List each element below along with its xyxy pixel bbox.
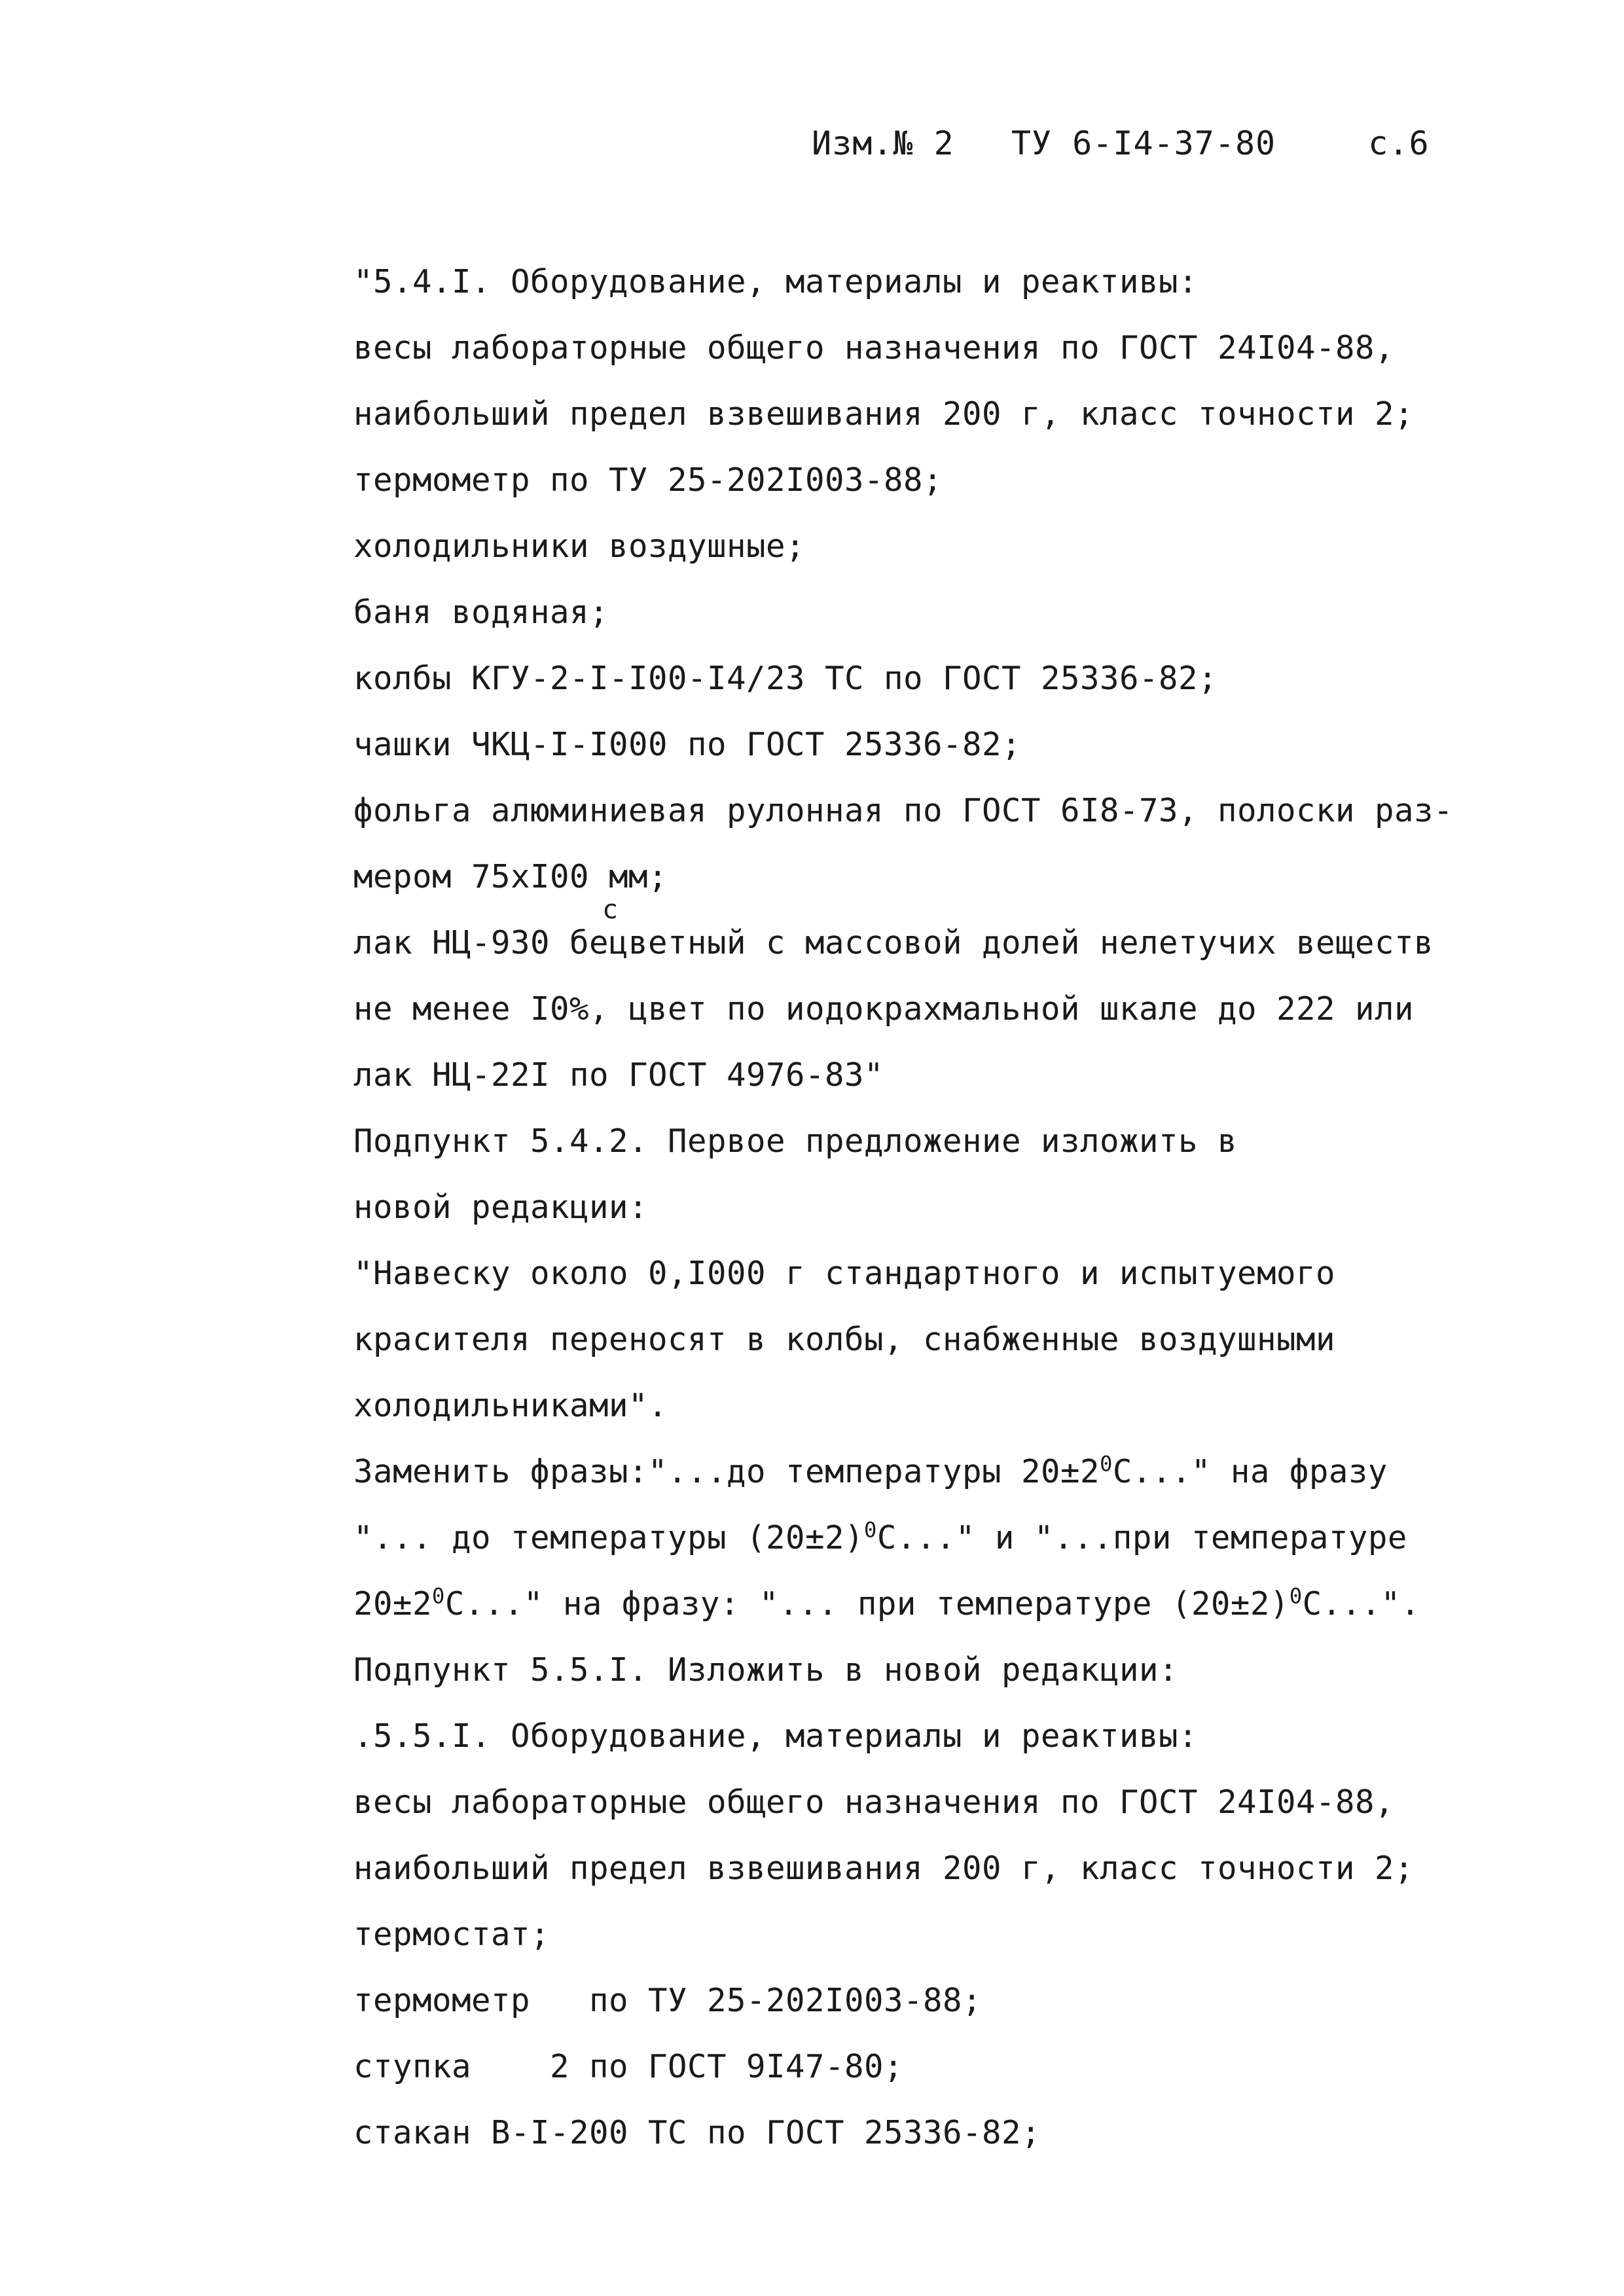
text-line: новой редакции: bbox=[353, 1189, 649, 1226]
text-line: "Навеску около 0,I000 г стандартного и испытуемого bbox=[353, 1255, 1336, 1292]
text-line: "5.4.I. Оборудование, материалы и реактивы: bbox=[353, 263, 1199, 300]
text-line: колбы КГУ-2-I-I00-I4/23 ТС по ГОСТ 25336-82; bbox=[353, 660, 1218, 697]
page-number: с.6 bbox=[1368, 124, 1430, 162]
text-line: весы лабораторные общего назначения по ГОСТ 24I04-88, bbox=[353, 329, 1395, 367]
text-line: холодильниками". bbox=[353, 1387, 668, 1424]
text-line: стакан В-I-200 ТС по ГОСТ 25336-82; bbox=[353, 2114, 1041, 2151]
document-body bbox=[353, 249, 1532, 2166]
text-line: термометр по ТУ 25-202I003-88; bbox=[353, 1982, 983, 2019]
text-line: весы лабораторные общего назначения по ГОСТ 24I04-88, bbox=[353, 1784, 1395, 1821]
text-line: баня водяная; bbox=[353, 594, 609, 631]
text-line: термостат; bbox=[353, 1916, 550, 1953]
text-line: фольга алюминиевая рулонная по ГОСТ 6I8-73, полоски раз- bbox=[353, 792, 1454, 829]
temperature-line-3: $20\pm 2^0С$..." на фразу: "... при температуре $(20\pm 2)^0С$...". bbox=[353, 1583, 1420, 1623]
text-line: наибольший предел взвешивания 200 г, класс точности 2; bbox=[353, 1850, 1415, 1887]
text-line: чашки ЧКЦ-I-I000 по ГОСТ 25336-82; bbox=[353, 726, 1022, 763]
text-line: термометр по ТУ 25-202I003-88; bbox=[353, 461, 943, 499]
text-line: Подпункт 5.5.I. Изложить в новой редакции: bbox=[353, 1651, 1179, 1689]
text-line: не менее I0%, цвет по иодокрахмальной шкале до 222 или bbox=[353, 990, 1415, 1028]
text-line: .5.5.I. Оборудование, материалы и реактивы: bbox=[353, 1717, 1199, 1755]
text-line: Подпункт 5.4.2. Первое предложение изложить в bbox=[353, 1122, 1238, 1160]
text-line: мером 75хI00 мм; bbox=[353, 858, 668, 895]
text-line: красителя переносят в колбы, снабженные воздушными bbox=[353, 1321, 1336, 1358]
spec-code: ТУ 6-I4-37-80 bbox=[1011, 124, 1276, 162]
temperature-line-1: Заменить фразы:"...до температуры $20\pm 2^0С$..." на фразу bbox=[353, 1451, 1388, 1490]
page-header bbox=[812, 124, 1430, 162]
text-line: наибольший предел взвешивания 200 г, класс точности 2; bbox=[353, 395, 1415, 433]
text-line-content: лак НЦ-930 бецветный с массовой долей нелетучих веществ bbox=[353, 924, 1434, 961]
handwritten-insertion-mark: с bbox=[602, 895, 619, 925]
text-line: ступка 2 по ГОСТ 9I47-80; bbox=[353, 2048, 904, 2085]
text-line-with-insertion bbox=[353, 895, 1532, 976]
text-line: холодильники воздушные; bbox=[353, 528, 806, 565]
temperature-line-2: "... до температуры $(20\pm 2)^0С$..." и "...при температуре bbox=[353, 1517, 1407, 1556]
change-number: Изм.№ 2 bbox=[812, 124, 954, 162]
text-line: лак НЦ-22I по ГОСТ 4976-83" bbox=[353, 1056, 884, 1094]
